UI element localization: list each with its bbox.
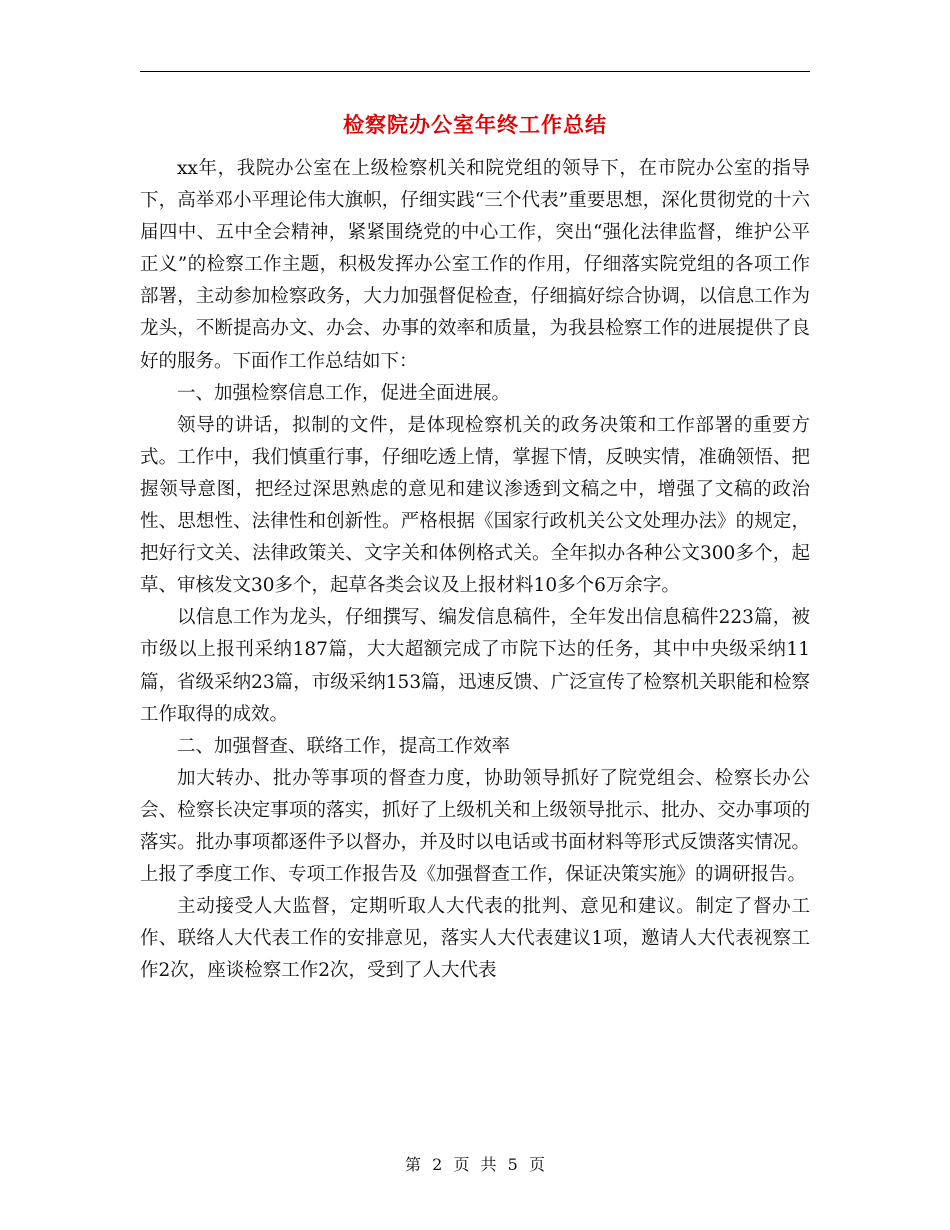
document-body [140,153,810,987]
footer-total-word: 页 [528,1155,545,1174]
footer-page-word: 页 [453,1155,470,1174]
footer-total-pages: 5 [507,1155,518,1174]
paragraph-information: 以信息工作为龙头，仔细撰写、编发信息稿件，全年发出信息稿件223篇，被市级以上报刊采纳187篇，大大超额完成了市院下达的任务，其中中央级采纳11篇，省级采纳23篇，市级采纳153篇，迅速反馈、广泛宣传了检察机关职能和检察工作取得的成效。 [140,607,810,725]
section-heading-2: 二、加强督查、联络工作，提高工作效率 [177,735,511,757]
document-title: 检察院办公室年终工作总结 [343,112,607,137]
header-rule [140,71,810,72]
paragraph-drafting: 领导的讲话，拟制的文件，是体现检察机关的政务决策和工作部署的重要方式。工作中，我们慎重行事，仔细吃透上情，掌握下情，反映实情，准确领悟、把握领导意图，把经过深思熟虑的意见和建议渗透到文稿之中，增强了文稿的政治性、思想性、法律性和创新性。严格根据《国家行政机关公文处理办法》的规定，把好行文关、法律政策关、文字关和体例格式关。全年拟办各种公文300多个，起草、审核发文30多个，起草各类会议及上报材料10多个6万余字。 [140,414,810,597]
section-heading-1: 一、加强检察信息工作，促进全面进展。 [177,382,511,404]
page-footer [140,1153,810,1177]
paragraph-npc-liaison: 主动接受人大监督，定期听取人大代表的批判、意见和建议。制定了督办工作、联络人大代表工作的安排意见，落实人大代表建议1项，邀请人大代表视察工作2次，座谈检察工作2次，受到了人大代表 [140,896,810,982]
paragraph-supervision: 加大转办、批办等事项的督查力度，协助领导抓好了院党组会、检察长办公会、检察长决定事项的落实，抓好了上级机关和上级领导批示、批办、交办事项的落实。批办事项都逐件予以督办，并及时以电话或书面材料等形式反馈落实情况。上报了季度工作、专项工作报告及《加强督查工作，保证决策实施》的调研报告。 [140,767,810,886]
paragraph-intro: xx年，我院办公室在上级检察机关和院党组的领导下，在市院办公室的指导下，高举邓小平理论伟大旗帜，仔细实践“三个代表”重要思想，深化贯彻党的十六届四中、五中全会精神，紧紧围绕党的中心工作，突出“强化法律监督，维护公平正义”的检察工作主题，积极发挥办公室工作的作用，仔细落实院党组的各项工作部署，主动参加检察政务，大力加强督促检查，仔细搞好综合协调，以信息工作为龙头，不断提高办文、办会、办事的效率和质量，为我县检察工作的进展提供了良好的服务。下面作工作总结如下： [140,158,810,372]
footer-prefix: 第 [405,1155,422,1174]
footer-page-number: 2 [432,1155,443,1174]
footer-total-prefix: 共 [480,1155,497,1174]
